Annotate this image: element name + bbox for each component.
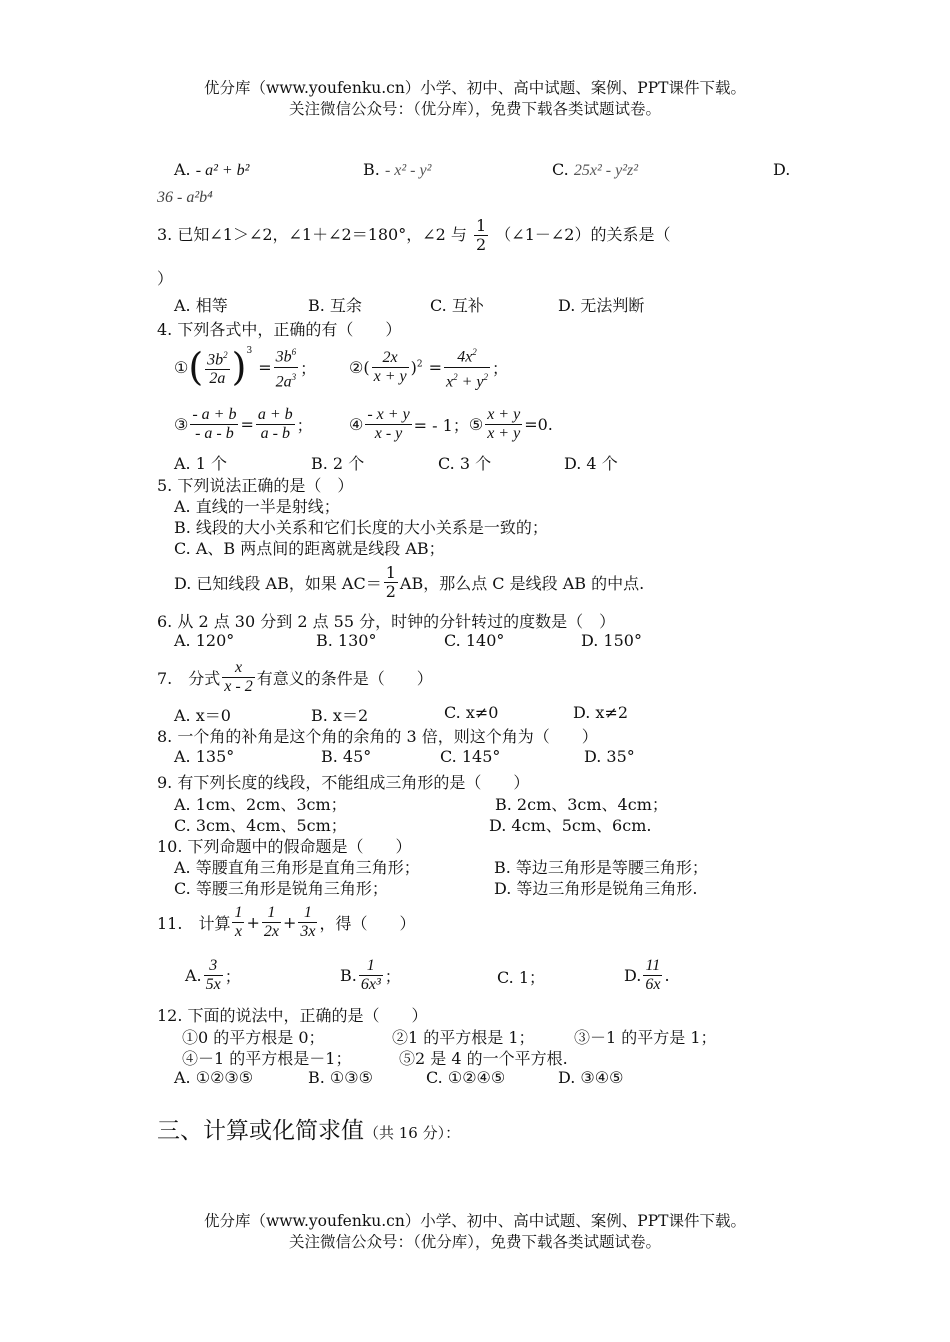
q4-formula-3 xyxy=(174,402,313,446)
q12-option-c: C. ①②④⑤ xyxy=(426,1068,506,1087)
q12-option-a: A. ①②③⑤ xyxy=(174,1068,254,1087)
q4-mark-2: ② xyxy=(349,357,364,377)
q8-option-b: B. 45° xyxy=(321,747,372,766)
q7-option-a: A. x＝0 xyxy=(174,706,231,725)
q9-option-a: A. 1cm、2cm、3cm； xyxy=(174,795,347,814)
section-3-colon: ： xyxy=(445,1124,461,1142)
q7-stem xyxy=(157,654,433,700)
header-line-1: 优分库（www.youfenku.cn）小学、初中、高中试题、案例、PPT课件下载。 xyxy=(203,79,747,97)
q4-mark-4: ④ xyxy=(349,414,364,434)
q4-f3-right: $\frac{a + b}{a - b}$ xyxy=(257,405,293,442)
q2-option-c-expr: 25x² - y²z² xyxy=(573,162,639,179)
q5-option-d-post: AB，那么点 C 是线段 AB 的中点. xyxy=(399,573,645,593)
q11-plus-1: + xyxy=(246,912,260,932)
q9-stem: 9. 有下列长度的线段，不能组成三角形的是（ ） xyxy=(157,773,530,792)
q11-stem-pre: 11. 计算 xyxy=(157,913,231,933)
q4-stem: 4. 下列各式中，正确的有（ ） xyxy=(157,320,402,339)
q6-option-d: D. 150° xyxy=(581,631,642,650)
q4-f3-semi: ； xyxy=(296,415,313,435)
q6-option-a: A. 120° xyxy=(174,631,235,650)
q3-option-c: C. 互补 xyxy=(430,296,484,315)
q11-option-a xyxy=(185,952,241,998)
q8-option-a: A. 135° xyxy=(174,747,235,766)
q3-option-d: D. 无法判断 xyxy=(558,296,645,315)
q2-option-d-expr: 36 - a²b⁴ xyxy=(157,189,213,206)
q4-formula-4 xyxy=(349,402,553,446)
q6-option-b: B. 130° xyxy=(316,631,377,650)
q11-option-a-end: ； xyxy=(224,966,241,986)
q11-plus-2: + xyxy=(282,912,297,932)
q6-option-c: C. 140° xyxy=(444,631,505,650)
q4-f5-eq: =0. xyxy=(524,414,553,434)
q11-f2-den: 2x xyxy=(263,922,279,940)
q5-option-d-pre: D. 已知线段 AB，如果 AC＝ xyxy=(174,573,382,593)
q3-stem-post: （∠1－∠2）的关系是（ xyxy=(495,225,671,244)
q10-option-d: D. 等边三角形是锐角三角形. xyxy=(494,879,698,898)
q3-stem xyxy=(157,217,670,254)
q9-option-d: D. 4cm、5cm、6cm. xyxy=(489,816,652,835)
q7-option-b: B. x＝2 xyxy=(311,706,369,725)
q9-option-c: C. 3cm、4cm、5cm； xyxy=(174,816,347,835)
q11-option-c: C. 1； xyxy=(497,968,546,987)
q11-option-d xyxy=(624,952,670,998)
q2-option-c-label: C. xyxy=(552,160,569,179)
q4-formula-2: ② ( $\frac{2x}{x + y}$ )$^2$ = $\frac{4x^2}{x^2 + y^2}$ ； xyxy=(349,342,508,392)
q10-option-c: C. 等腰三角形是锐角三角形； xyxy=(174,879,388,898)
q11-a-den: 5x xyxy=(205,975,221,993)
q11-f1-num: 1 xyxy=(234,903,243,921)
q4-paren-right: ) xyxy=(231,345,247,389)
q7-fraction-num: x xyxy=(222,659,254,678)
q11-f2-num: 1 xyxy=(262,904,281,923)
q12-statement-4: ④－1 的平方根是－1； xyxy=(182,1049,352,1068)
q5-option-b: B. 线段的大小关系和它们长度的大小关系是一致的； xyxy=(174,518,548,537)
q5-stem: 5. 下列说法正确的是（ ） xyxy=(157,476,354,495)
q4-f3-eq: = xyxy=(240,414,254,434)
q4-f2-right: $\frac{4x^2}{x^2 + y^2}$ xyxy=(444,343,490,391)
q7-fraction-den: x - 2 xyxy=(224,677,253,695)
section-3-note: （共 16 分） xyxy=(364,1124,446,1142)
q4-option-b: B. 2 个 xyxy=(311,454,365,473)
q4-f4-eq: = - 1； xyxy=(413,415,469,435)
q3-stem-pre: 3. 已知∠1＞∠2，∠1＋∠2＝180°，∠2 与 xyxy=(157,225,467,244)
q4-f5: $\frac{x + y}{x + y}$ xyxy=(487,405,521,442)
section-3-title: 三、计算或化简求值 xyxy=(157,1118,364,1144)
q4-paren-left: ( xyxy=(188,345,204,389)
q2-option-b xyxy=(363,160,431,180)
q11-b-den: 6x³ xyxy=(360,975,381,993)
q8-option-c: C. 145° xyxy=(440,747,501,766)
q10-option-a: A. 等腰直角三角形是直角三角形； xyxy=(174,858,420,877)
q4-f1-semi: ； xyxy=(300,358,317,378)
q4-f2-left: $\frac{2x}{x + y}$ xyxy=(373,348,407,385)
footer-line-2: 关注微信公众号：（优分库），免费下载各类试题试卷。 xyxy=(288,1233,661,1251)
q4-f1-eq: = xyxy=(258,357,272,377)
q5-fraction-num: 1 xyxy=(385,562,396,582)
q4-f4: $\frac{- x + y}{x - y}$ xyxy=(367,405,410,442)
q11-stem xyxy=(157,898,416,946)
q11-option-d-label: D. xyxy=(624,965,642,985)
q5-fraction xyxy=(384,564,398,601)
q7-option-c: C. x≠0 xyxy=(444,703,499,722)
q2-option-a-expr: - a² + b² xyxy=(195,162,250,179)
q4-f2-eq: = xyxy=(428,357,442,377)
q12-statement-1: ①0 的平方根是 0； xyxy=(182,1028,325,1047)
q5-option-d xyxy=(174,560,644,604)
q12-option-b: B. ①③⑤ xyxy=(308,1068,373,1087)
q11-b-num: 1 xyxy=(359,957,383,976)
q5-option-c: C. A、B 两点间的距离就是线段 AB； xyxy=(174,539,445,558)
q4-f3-left: $\frac{- a + b}{- a - b}$ xyxy=(192,405,237,442)
q11-a-num: 3 xyxy=(204,957,223,976)
q11-option-a-fraction xyxy=(204,957,223,994)
q11-f3-num: 1 xyxy=(298,904,317,923)
q11-option-b-end: ； xyxy=(384,966,401,986)
q2-option-a-label: A. xyxy=(174,160,191,179)
q4-f1-left: $\frac{3b^2}{2a}$ xyxy=(205,346,230,388)
q11-option-b xyxy=(340,952,401,998)
q11-d-den: 6x xyxy=(645,975,661,993)
q3-fraction-num: 1 xyxy=(476,216,487,235)
q11-option-d-fraction xyxy=(643,957,662,994)
q2-option-b-label: B. xyxy=(363,160,380,179)
q4-option-a: A. 1 个 xyxy=(174,454,227,473)
q8-stem: 8. 一个角的补角是这个角的余角的 3 倍，则这个角为（ ） xyxy=(157,727,598,746)
q3-option-a: A. 相等 xyxy=(174,296,228,315)
q11-f1-den: x xyxy=(234,922,242,940)
q5-fraction-den: 2 xyxy=(385,581,396,601)
q4-mark-1: ① xyxy=(174,357,189,377)
q11-stem-post: ，得（ ） xyxy=(319,913,416,933)
q12-option-d: D. ③④⑤ xyxy=(558,1068,624,1087)
q2-option-a xyxy=(174,160,249,180)
q11-option-d-end: . xyxy=(664,965,670,985)
q11-option-b-label: B. xyxy=(340,965,357,985)
q11-option-a-label: A. xyxy=(185,965,202,985)
q11-fraction-3 xyxy=(298,904,317,941)
q4-option-d: D. 4 个 xyxy=(564,454,618,473)
q6-stem: 6. 从 2 点 30 分到 2 点 55 分，时钟的分针转过的度数是（ ） xyxy=(157,612,616,631)
q11-fraction-1 xyxy=(232,904,244,941)
q2-option-b-expr: - x² - y² xyxy=(384,162,432,179)
q2-option-d-label: D. xyxy=(773,160,791,179)
q3-fraction-den: 2 xyxy=(476,235,487,254)
q2-option-c xyxy=(552,160,638,180)
q11-option-b-fraction xyxy=(359,957,383,994)
q4-mark-5: ⑤ xyxy=(468,414,484,434)
q3-option-b: B. 互余 xyxy=(308,296,362,315)
q12-statement-2: ②1 的平方根是 1； xyxy=(392,1028,535,1047)
q11-fraction-2 xyxy=(262,904,281,941)
header-line-2: 关注微信公众号：（优分库），免费下载各类试题试卷。 xyxy=(288,100,661,118)
section-3-heading xyxy=(157,1112,460,1145)
q12-statement-5: ⑤2 是 4 的一个平方根. xyxy=(399,1049,568,1068)
q4-f2-semi: ； xyxy=(492,358,509,378)
q3-stem-end: ） xyxy=(157,269,174,288)
q7-stem-pre: 7. 分式 xyxy=(157,668,221,688)
q10-stem: 10. 下列命题中的假命题是（ ） xyxy=(157,837,412,856)
q7-stem-post: 有意义的条件是（ ） xyxy=(256,668,433,688)
q9-option-b: B. 2cm、3cm、4cm； xyxy=(495,795,668,814)
q4-mark-3: ③ xyxy=(174,414,189,434)
q12-stem: 12. 下面的说法中，正确的是（ ） xyxy=(157,1006,428,1025)
q5-option-a: A. 直线的一半是射线； xyxy=(174,497,340,516)
q11-f3-den: 3x xyxy=(300,922,316,940)
q4-option-c: C. 3 个 xyxy=(438,454,492,473)
q7-option-d: D. x≠2 xyxy=(573,703,629,722)
q8-option-d: D. 35° xyxy=(584,747,635,766)
q12-statement-3: ③－1 的平方是 1； xyxy=(574,1028,717,1047)
q4-f1-right: $\frac{3b^6}{2a^3}$ xyxy=(274,343,299,391)
footer-line-1: 优分库（www.youfenku.cn）小学、初中、高中试题、案例、PPT课件下载。 xyxy=(203,1212,747,1230)
q4-formula-1: ① ( $\frac{3b^2}{2a}$ ) $^3$ = $\frac{3b^6}{2a^3}$ ； xyxy=(174,345,317,390)
q10-option-b: B. 等边三角形是等腰三角形； xyxy=(494,858,708,877)
q11-d-num: 11 xyxy=(643,957,662,976)
q7-fraction xyxy=(222,659,254,696)
q3-fraction xyxy=(474,217,488,254)
